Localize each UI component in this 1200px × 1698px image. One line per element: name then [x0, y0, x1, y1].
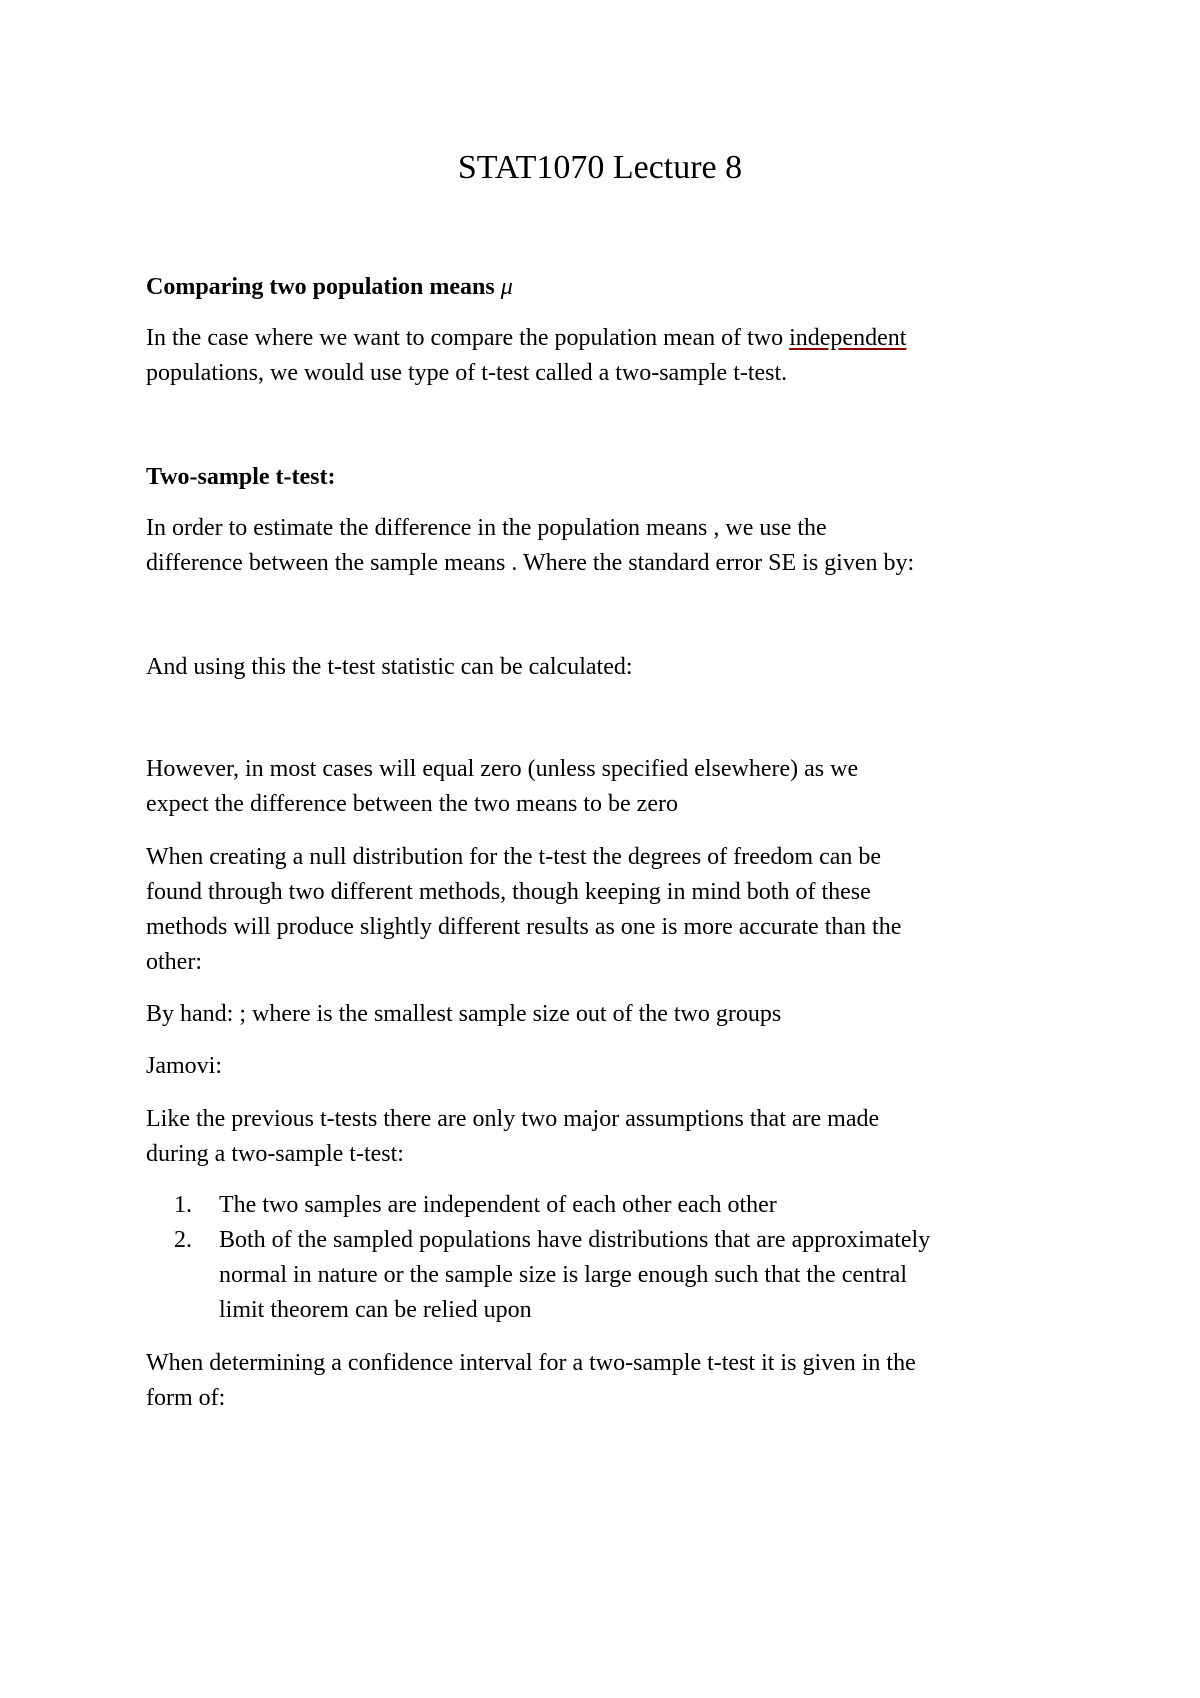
independent-underlined: independent	[789, 325, 907, 351]
section-heading-comparing-means	[146, 270, 1086, 305]
estimate-line-1: In order to estimate the difference in the population means , we use the	[146, 515, 827, 541]
ci-line-2: form of:	[146, 1385, 226, 1411]
section-heading-text: Comparing two population means	[146, 274, 501, 300]
by-hand-line: By hand: ; where is the smallest sample size out of the two groups	[146, 1001, 782, 1027]
however-line-2: expect the difference between the two means to be zero	[146, 791, 678, 817]
however-paragraph	[146, 752, 1086, 822]
section-heading-two-sample: Two-sample t-test:	[146, 464, 336, 490]
degrees-freedom-paragraph	[146, 840, 1086, 980]
list-number: 2.	[174, 1227, 192, 1253]
statistic-paragraph: And using this the t-test statistic can be calculated:	[146, 654, 633, 680]
df-line-3: methods will produce slightly different results as one is more accurate than the	[146, 914, 902, 940]
assumptions-list	[146, 1188, 1086, 1328]
df-line-4: other:	[146, 949, 202, 975]
however-line-1: However, in most cases will equal zero (unless specified elsewhere) as we	[146, 756, 859, 782]
df-line-2: found through two different methods, though keeping in mind both of these	[146, 879, 871, 905]
assumptions-intro	[146, 1102, 1086, 1172]
list-item-text: limit theorem can be relied upon	[219, 1297, 532, 1323]
jamovi-line: Jamovi:	[146, 1053, 222, 1079]
assumptions-list-container	[146, 1188, 1086, 1328]
confidence-interval-paragraph	[146, 1346, 1086, 1416]
intro-line-2: populations, we would use type of t-test called a two-sample t-test.	[146, 360, 788, 386]
intro-text: In the case where we want to compare the population mean of two	[146, 325, 790, 351]
page-title: STAT1070 Lecture 8	[457, 149, 743, 186]
mu-symbol: μ	[500, 274, 513, 300]
intro-line-1	[146, 321, 1086, 356]
list-item-text: The two samples are independent of each other each other	[219, 1192, 777, 1218]
list-item	[146, 1223, 1086, 1328]
intro-paragraph	[146, 321, 1086, 391]
list-number: 1.	[174, 1192, 192, 1218]
df-line-1: When creating a null distribution for the t-test the degrees of freedom can be	[146, 844, 882, 870]
list-item-text: normal in nature or the sample size is large enough such that the central	[219, 1262, 907, 1288]
ci-line-1: When determining a confidence interval for a two-sample t-test it is given in the	[146, 1350, 916, 1376]
assumptions-intro-line-1: Like the previous t-tests there are only two major assumptions that are made	[146, 1106, 880, 1132]
list-item	[146, 1188, 1086, 1223]
assumptions-intro-line-2: during a two-sample t-test:	[146, 1141, 404, 1167]
list-item-text: Both of the sampled populations have distributions that are approximately	[219, 1227, 931, 1253]
estimate-paragraph	[146, 511, 1086, 581]
estimate-line-2: difference between the sample means . Where the standard error SE is given by:	[146, 550, 915, 576]
